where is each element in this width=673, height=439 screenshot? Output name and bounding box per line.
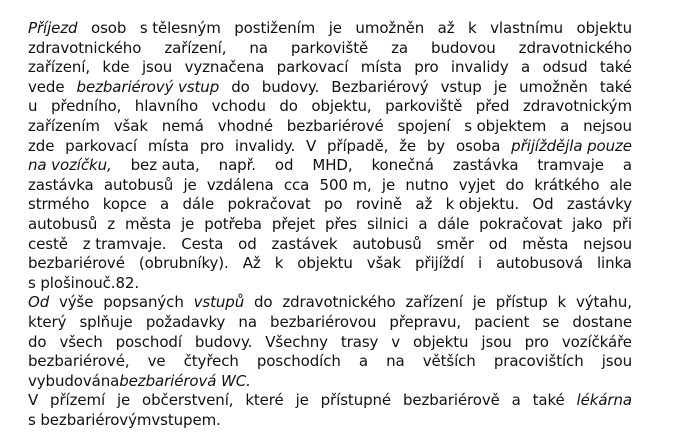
word: Příjezd — [28, 19, 78, 37]
word: poschodích — [256, 352, 341, 371]
word: až — [437, 19, 455, 37]
word: umožněn — [355, 19, 425, 37]
word: vyznačena — [184, 58, 265, 77]
word: do — [253, 293, 273, 312]
word: místa — [360, 58, 402, 77]
word: poschodí — [115, 332, 182, 351]
word: přístupné — [320, 391, 392, 410]
word: 500 m, — [319, 175, 372, 194]
word: pacient — [474, 312, 530, 331]
word: autobusová — [496, 254, 583, 273]
word: je — [472, 293, 486, 312]
word: bezbariérové — [286, 116, 384, 135]
word: požadavky — [145, 312, 226, 331]
word: čtyřech — [183, 352, 239, 371]
text-line — [28, 313, 632, 333]
word: na vozíčku, — [28, 156, 112, 175]
word: objektu — [412, 332, 469, 351]
word: Až — [242, 254, 261, 273]
paragraph — [28, 391, 632, 430]
word: MHD, — [312, 156, 353, 175]
word: autobusů — [103, 175, 174, 194]
word: bezbariérový vstup — [76, 77, 220, 96]
word: spojení — [397, 116, 451, 135]
word: vzdálena — [206, 175, 274, 194]
word: ve — [147, 352, 166, 371]
word: také — [599, 77, 632, 96]
word: místa — [147, 136, 189, 155]
word: přepravu, — [389, 312, 462, 331]
paragraph — [28, 19, 632, 293]
word: vstupů — [193, 293, 245, 312]
word: až — [415, 195, 433, 214]
word: pro — [524, 332, 549, 351]
text-line — [28, 391, 632, 411]
text-line — [28, 293, 632, 313]
text-line — [28, 176, 632, 196]
word: zdravotnického — [518, 38, 632, 57]
word: zařízení, — [164, 38, 227, 57]
word: Všechny — [265, 332, 328, 351]
word: objektu, — [311, 97, 372, 116]
text-line — [28, 58, 632, 78]
word: jako — [572, 214, 603, 233]
word: k objektu. — [445, 195, 520, 214]
word: s bezbariérovým — [28, 410, 152, 429]
word: potřeba — [204, 214, 262, 233]
text-line — [28, 78, 632, 98]
word: bezbariérová WC. — [119, 371, 251, 390]
word: s plošinou — [28, 273, 103, 292]
word: pro — [414, 58, 439, 77]
word: s tělesným — [139, 19, 221, 37]
word: vchodu — [211, 97, 266, 116]
word: krátkého — [534, 175, 600, 194]
word: hlavního — [134, 97, 199, 116]
word: kopce — [102, 195, 147, 214]
text-line — [28, 333, 632, 353]
word: na — [386, 352, 405, 371]
cut-off-line — [28, 430, 632, 439]
word: s objektem — [464, 116, 547, 135]
word: který — [28, 312, 67, 331]
text-line — [28, 97, 632, 117]
word: splňuje — [79, 312, 133, 331]
word: trasy — [340, 332, 379, 351]
word: bez auta, — [130, 156, 200, 175]
word: zařízení, — [28, 58, 91, 77]
word: Cesta — [181, 234, 224, 253]
text-line — [28, 215, 632, 235]
word: autobusů — [352, 234, 422, 253]
word: ale — [609, 175, 632, 194]
word: zastávek — [271, 234, 338, 253]
text-line — [28, 156, 632, 176]
word: zastávka — [28, 175, 94, 194]
word: však — [366, 254, 401, 273]
word: a — [520, 58, 531, 77]
word: parkovací — [65, 136, 137, 155]
paragraph — [28, 293, 632, 391]
word: objektu — [576, 19, 632, 37]
word: nemá — [161, 116, 204, 135]
word: vybudována — [28, 371, 120, 390]
word: zdravotnického — [28, 38, 142, 57]
word: před — [475, 97, 510, 116]
word: které — [245, 391, 284, 410]
word: parkoviště — [290, 38, 369, 57]
word: na — [238, 312, 257, 331]
word: parkoviště — [385, 97, 463, 116]
word: pokračovat — [479, 214, 563, 233]
text-line — [28, 411, 632, 431]
word: Od — [28, 293, 50, 312]
word: a — [159, 195, 170, 214]
word: výtahu, — [575, 293, 632, 312]
word: v — [391, 332, 401, 351]
word: pro — [199, 136, 225, 155]
word: lékárna — [576, 391, 632, 410]
word: postižením — [234, 19, 316, 37]
word: výše — [59, 293, 94, 312]
word: od — [238, 234, 257, 253]
word: strmého — [28, 195, 90, 214]
word: větších — [422, 352, 476, 371]
word: vlastnímu — [490, 19, 563, 37]
word: města — [522, 234, 569, 253]
word: přijíždí — [414, 254, 464, 273]
word: z — [107, 214, 116, 233]
word: jsou — [481, 332, 512, 351]
word: města — [124, 214, 172, 233]
word: V — [305, 136, 317, 155]
word: odsud — [542, 58, 588, 77]
word: všech — [59, 332, 103, 351]
word: přízemí — [50, 391, 106, 410]
word: umožněn — [519, 77, 588, 96]
word: osob — [91, 19, 127, 37]
word: rovině — [355, 195, 403, 214]
word: a — [560, 116, 570, 135]
word: autobusů — [28, 214, 98, 233]
word: Od — [532, 195, 554, 214]
word: zařízení — [405, 293, 463, 312]
word: však — [113, 116, 148, 135]
word: přístup — [495, 293, 548, 312]
word: nutno — [405, 175, 449, 194]
text-line — [28, 39, 632, 59]
word: popsaných — [103, 293, 184, 312]
word: na — [249, 38, 268, 57]
word: se — [542, 312, 560, 331]
word: vstupem. — [151, 410, 221, 429]
word: přes — [325, 214, 358, 233]
word: kde — [102, 58, 130, 77]
text-line — [28, 117, 632, 137]
word: do — [279, 97, 298, 116]
word: k — [468, 19, 477, 37]
word: invalidy. — [234, 136, 296, 155]
word: zdravotnickým — [523, 97, 632, 116]
word: zdravotnického — [282, 293, 396, 312]
word: V — [28, 391, 39, 410]
text-line — [28, 19, 632, 39]
word: a — [418, 214, 428, 233]
word: objektu — [297, 254, 353, 273]
word: od — [488, 234, 508, 253]
word: jsou — [601, 352, 632, 371]
word: je — [381, 175, 396, 194]
text-line — [28, 372, 632, 392]
word: po — [324, 195, 343, 214]
word: konečná — [371, 156, 434, 175]
word: bezbariérově — [402, 391, 500, 410]
word: Bezbariérový — [331, 77, 429, 96]
word: bezbariérové, — [28, 352, 130, 371]
word: a — [511, 391, 521, 410]
word: budovou — [431, 38, 496, 57]
word: je — [181, 214, 195, 233]
word: a — [358, 352, 368, 371]
word: vhodné — [217, 116, 273, 135]
word: je — [295, 391, 309, 410]
word: cca — [283, 175, 310, 194]
word: parkovací — [276, 58, 349, 77]
word: z tramvaje. — [82, 234, 167, 253]
word: přijíždějla pouze — [511, 136, 632, 155]
word: bezbariérové — [28, 254, 125, 273]
word: dostane — [572, 312, 632, 331]
word: směr — [436, 234, 474, 253]
word: je — [328, 19, 342, 37]
word: při — [612, 214, 632, 233]
word: od — [274, 156, 294, 175]
word: zastávky — [566, 195, 632, 214]
word: občerstvení, — [142, 391, 234, 410]
text-line — [28, 137, 632, 157]
word: také — [599, 58, 632, 77]
word: silnici — [366, 214, 409, 233]
word: předního, — [50, 97, 122, 116]
text-line — [28, 254, 632, 274]
word: invalidy — [450, 58, 509, 77]
word: k — [557, 293, 567, 312]
word: dále — [182, 195, 215, 214]
word: za — [391, 38, 409, 57]
word: 82. — [115, 273, 140, 292]
word: je — [183, 175, 197, 194]
word: pokračovat — [227, 195, 311, 214]
word: budovy. — [194, 332, 253, 351]
word: např. — [218, 156, 256, 175]
word: dále — [437, 214, 470, 233]
word: pracovištích — [493, 352, 584, 371]
word: u — [28, 97, 38, 116]
word: a — [622, 156, 632, 175]
word: zařízením — [28, 116, 100, 135]
word: linka — [596, 254, 632, 273]
text-line — [28, 352, 632, 372]
word: přejet — [271, 214, 316, 233]
word: nejsou — [583, 116, 632, 135]
word: vstup — [440, 77, 482, 96]
word: do — [28, 332, 47, 351]
word: také — [532, 391, 565, 410]
text-line — [28, 195, 632, 215]
word: je — [116, 391, 131, 410]
word: do — [231, 77, 250, 96]
word: případě, — [327, 136, 389, 155]
word: vozíčkáře — [561, 332, 632, 351]
word: je — [493, 77, 507, 96]
word: že — [399, 136, 417, 155]
text-line — [28, 274, 632, 294]
word: zde — [28, 136, 55, 155]
word: osoba — [455, 136, 501, 155]
document-body — [28, 19, 632, 439]
word: do — [505, 175, 524, 194]
word: by — [426, 136, 446, 155]
word: (obrubníky). — [138, 254, 229, 273]
word: vede — [28, 77, 65, 96]
word: k — [274, 254, 284, 273]
word: jsou — [141, 58, 173, 77]
word: zastávka — [452, 156, 519, 175]
word: tramvaje — [537, 156, 604, 175]
word: i — [477, 254, 483, 273]
word: bezbariérovou — [270, 312, 377, 331]
text-line — [28, 235, 632, 255]
word: cestě — [28, 234, 68, 253]
word: vyjet — [458, 175, 496, 194]
word: č. — [102, 273, 116, 292]
word: nejsou — [583, 234, 632, 253]
word: budovy. — [261, 77, 320, 96]
